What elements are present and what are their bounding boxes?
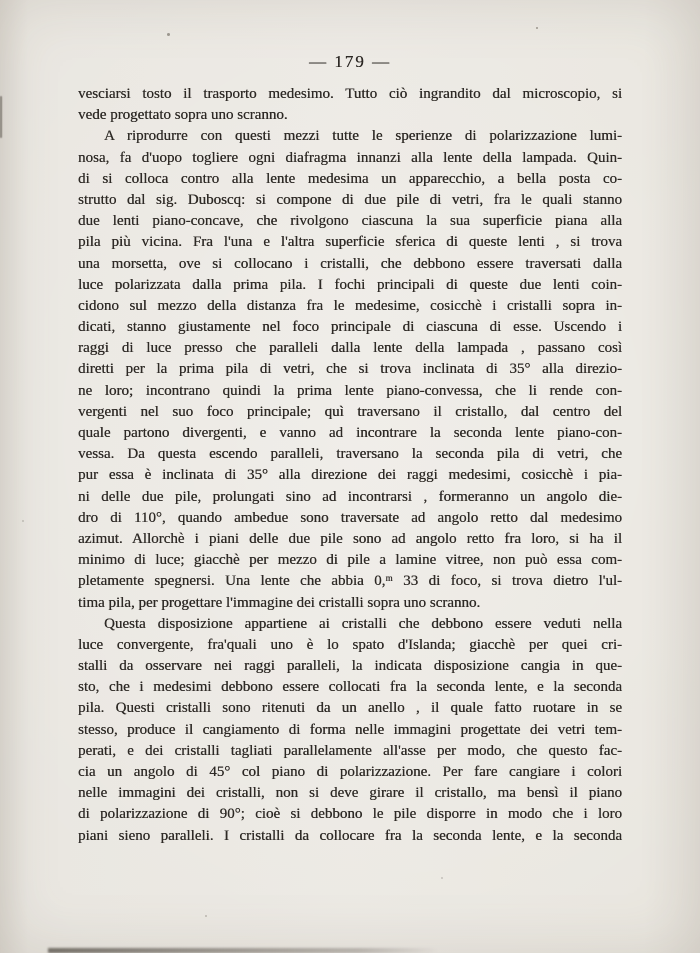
- text-line: ne loro; incontrano quindi la prima lente piano-convessa, che li rende con-: [78, 382, 622, 399]
- text-line: dro di 110°, quando ambedue sono traversate ad angolo retto dal medesimo: [78, 509, 622, 526]
- text-line: raggi di luce presso che paralleli dalla lente della lampada , passano così: [78, 340, 622, 357]
- text-line: strutto dal sig. Duboscq: si compone di due pile di vetri, fra le quali stanno: [78, 191, 622, 208]
- text-line: pila più vicina. Fra l'una e l'altra superficie sferica di queste lenti , si trova: [78, 234, 622, 251]
- text-line: nelle immagini dei cristalli, non si deve girare il cristallo, ma bensì il piano: [78, 785, 622, 802]
- text-line: due lenti piano-concave, che rivolgono ciascuna la sua superficie piana alla: [78, 213, 622, 230]
- text-line: una morsetta, ove si collocano i cristalli, che debbono essere traversati dalla: [78, 255, 622, 272]
- text-line: cidono sul mezzo della distanza fra le medesime, cosicchè i cristalli sopra in-: [78, 297, 622, 314]
- text-block: [78, 84, 622, 847]
- text-line: quale partono divergenti, e vanno ad incontrare la seconda lente piano-con-: [78, 425, 622, 441]
- scan-speck: [441, 877, 443, 879]
- text-line: ni delle due pile, prolungati sino ad incontrarsi , formeranno un angolo die-: [78, 488, 622, 505]
- paragraph: [78, 614, 622, 847]
- page-number-header: — 179 —: [309, 52, 391, 71]
- text-line: vergenti nel suo foco principale; quì traversano il cristallo, dal centro del: [78, 403, 622, 420]
- text-line: nosa, fa d'uopo togliere ogni diafragma innanzi alla lente della lampada. Quin-: [78, 149, 622, 166]
- text-line: luce polarizzata dalla prima pila. I fochi principali di queste due lenti coin-: [78, 276, 622, 293]
- text-line: di polarizzazione di 90°; cioè si debbono le pile disporre in modo che i loro: [78, 806, 622, 823]
- text-line: stesso, produce il cangiamento di forma nelle immagini progettate dei vetri tem-: [78, 721, 622, 738]
- text-line: cia un angolo di 45° col piano di polarizzazione. Per fare cangiare i colori: [78, 764, 622, 780]
- text-line: tima pila, per progettare l'immagine dei cristalli sopra uno scranno.: [78, 594, 481, 611]
- text-line: piani sieno paralleli. I cristalli da collocare fra la seconda lente, e la seconda: [78, 827, 622, 844]
- text-line: Questa disposizione appartiene ai cristalli che debbono essere veduti nella: [104, 615, 622, 632]
- text-line: vesciarsi tosto il trasporto medesimo. Tutto ciò ingrandito dal microscopio, si: [78, 86, 622, 102]
- scan-speck: [205, 915, 207, 917]
- text-line: stalli da osservare nei raggi paralleli, la indicata disposizione cangia in que-: [78, 658, 622, 675]
- scan-speck: [22, 520, 24, 522]
- text-line: dicati, stanno giustamente nel foco principale di ciascuna di esse. Uscendo i: [78, 319, 622, 336]
- text-line: luce convergente, fra'quali uno è lo spato d'Islanda; giacchè per quei cri-: [78, 636, 622, 653]
- text-line: vede progettato sopra uno scranno.: [78, 107, 288, 124]
- text-line: minimo di luce; giacchè per mezzo di pile a lamine vitree, non può essa com-: [78, 552, 622, 569]
- text-line: diretti per la prima pila di vetri, che si trova inclinata di 35° alla direzio-: [78, 361, 622, 378]
- scan-speck: [167, 33, 170, 36]
- scan-edge-artifact: [0, 96, 2, 138]
- paragraph: [78, 84, 622, 126]
- text-line: azimut. Allorchè i piani delle due pile sono ad angolo retto fra loro, si ha il: [78, 530, 622, 547]
- text-line: pur essa è inclinata di 35° alla direzione dei raggi medesimi, cosicchè i pia-: [78, 467, 622, 484]
- scan-speck: [536, 27, 538, 29]
- paragraph: [78, 126, 622, 613]
- text-line: di si colloca contro alla lente medesima un apparecchio, a bella posta co-: [78, 170, 622, 187]
- text-line: pila. Questi cristalli sono ritenuti da un anello , il quale fatto ruotare in se: [78, 700, 622, 717]
- text-line: perati, e dei cristalli tagliati parallelamente all'asse per modo, che questo fac-: [78, 742, 622, 759]
- text-line: sto, che i medesimi debbono essere collocati fra la seconda lente, e la seconda: [78, 679, 622, 696]
- scan-bottom-smudge: [48, 948, 438, 953]
- text-line: vessa. Da questa escendo paralleli, traversano la seconda pila di vetri, che: [78, 446, 622, 463]
- text-line: A riprodurre con questi mezzi tutte le sperienze di polarizzazione lumi-: [104, 128, 622, 145]
- text-line: pletamente spegnersi. Una lente che abbia 0,ᵐ 33 di foco, si trova dietro l'ul-: [78, 573, 622, 590]
